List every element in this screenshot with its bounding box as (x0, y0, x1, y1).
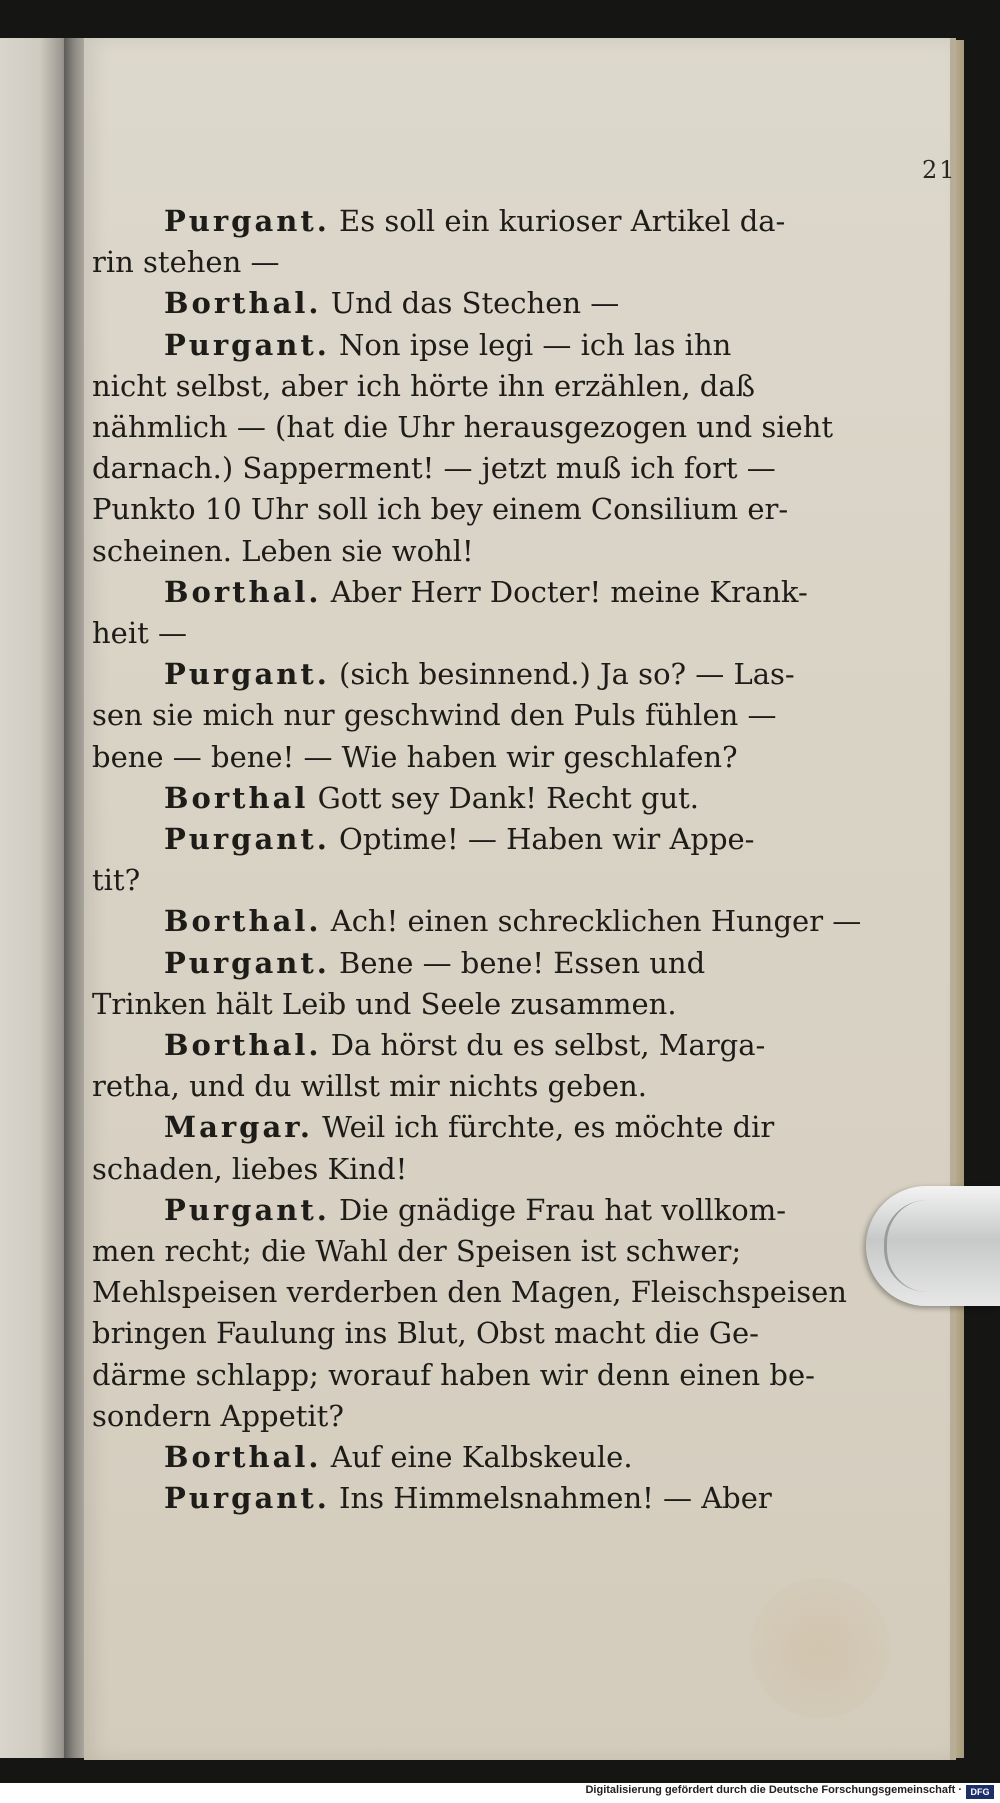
line-text: darnach.) Sapperment! — jetzt muß ich fort — (92, 451, 776, 486)
speaker-name: Purgant. (164, 657, 330, 692)
line-text: Ach! einen schrecklichen Hunger — (330, 904, 862, 939)
line-text: sen sie mich nur geschwind den Puls fühlen — (92, 698, 777, 733)
speaker-name: Purgant. (164, 1192, 330, 1227)
line-text: (sich besinnend.) Ja so? — Las- (339, 657, 795, 692)
line-text: Die gnädige Frau hat vollkom- (339, 1192, 786, 1227)
text-line (92, 1063, 647, 1109)
text-line (92, 1269, 847, 1315)
text-line (92, 445, 776, 491)
line-text: bene — bene! — Wie haben wir geschlafen? (92, 739, 738, 774)
line-text: Und das Stechen — (330, 286, 620, 321)
text-line (92, 1310, 759, 1356)
text-line (164, 1104, 774, 1150)
speaker-name: Borthal. (164, 574, 322, 609)
text-line (164, 569, 808, 615)
text-line (92, 692, 777, 738)
speaker-name: Borthal. (164, 1028, 322, 1062)
left-page-edge (0, 38, 72, 1758)
line-text: Mehlspeisen verderben den Magen, Fleischspeisen (92, 1275, 847, 1310)
speaker-name: Purgant. (164, 1481, 330, 1516)
line-text: Trinken hält Leib und Seele zusammen. (92, 986, 677, 1021)
speaker-name: Borthal (164, 780, 309, 815)
text-line (164, 940, 705, 986)
text-line (92, 528, 474, 574)
line-text: Ins Himmelsnahmen! — Aber (339, 1481, 772, 1516)
book-page (84, 38, 956, 1760)
line-text: Es soll ein kurioser Artikel da- (339, 204, 786, 238)
text-line (164, 1475, 772, 1521)
text-line (92, 610, 187, 656)
footer-credit: Digitalisierung gefördert durch die Deutsche Forschungsgemeinschaft · (585, 1784, 962, 1796)
speaker-name: Margar. (164, 1110, 313, 1145)
text-line (92, 486, 788, 532)
line-text: Bene — bene! Essen und (339, 945, 706, 980)
line-text: tit? (92, 863, 141, 898)
line-text: Weil ich fürchte, es möchte dir (322, 1110, 775, 1145)
text-line (92, 734, 738, 780)
text-line (164, 322, 731, 368)
text-line (92, 1352, 815, 1398)
line-text: Auf eine Kalbskeule. (330, 1440, 633, 1474)
text-line (164, 1187, 786, 1233)
text-line (164, 1022, 765, 1068)
text-line (92, 1393, 344, 1439)
text-line (164, 898, 861, 944)
line-text: nicht selbst, aber ich hörte ihn erzählen, daß (92, 368, 756, 403)
line-text: nähmlich — (hat die Uhr herausgezogen und sieht (92, 410, 834, 444)
text-line (164, 1434, 633, 1480)
dfg-logo: DFG (966, 1785, 994, 1799)
page-clip-icon (866, 1186, 1000, 1306)
text-line (92, 404, 833, 450)
line-text: retha, und du willst mir nichts geben. (92, 1069, 647, 1104)
line-text: Gott sey Dank! Recht gut. (317, 780, 700, 815)
line-text: schaden, liebes Kind! (92, 1151, 408, 1186)
speaker-name: Purgant. (164, 945, 330, 980)
speaker-name: Borthal. (164, 904, 322, 939)
speaker-name: Purgant. (164, 204, 330, 238)
text-line (92, 981, 677, 1027)
text-line (92, 239, 279, 285)
text-line (164, 198, 785, 244)
text-line (92, 857, 140, 903)
speaker-name: Borthal. (164, 1440, 322, 1474)
speaker-name: Borthal. (164, 286, 322, 321)
text-line (92, 363, 755, 409)
line-text: Optime! — Haben wir Appe- (339, 822, 755, 856)
text-line (92, 1146, 407, 1192)
text-line (164, 280, 619, 326)
line-text: bringen Faulung ins Blut, Obst macht die Ge- (92, 1316, 759, 1351)
text-line (92, 1228, 741, 1274)
line-text: sondern Appetit? (92, 1398, 344, 1433)
line-text: Aber Herr Docter! meine Krank- (330, 574, 808, 609)
text-line (164, 816, 754, 862)
line-text: Non ipse legi — ich las ihn (339, 327, 732, 362)
text-line (164, 651, 795, 697)
line-text: Punkto 10 Uhr soll ich bey einem Consilium er- (92, 492, 789, 527)
page-number: 21 (922, 156, 957, 184)
line-text: scheinen. Leben sie wohl! (92, 533, 474, 568)
line-text: därme schlapp; worauf haben wir denn einen be- (92, 1357, 815, 1392)
line-text: rin stehen — (92, 245, 280, 280)
line-text: Da hörst du es selbst, Marga- (330, 1028, 766, 1062)
text-line (164, 775, 699, 821)
speaker-name: Purgant. (164, 822, 330, 856)
line-text: men recht; die Wahl der Speisen ist schwer; (92, 1234, 742, 1268)
speaker-name: Purgant. (164, 327, 330, 362)
line-text: heit — (92, 616, 187, 650)
